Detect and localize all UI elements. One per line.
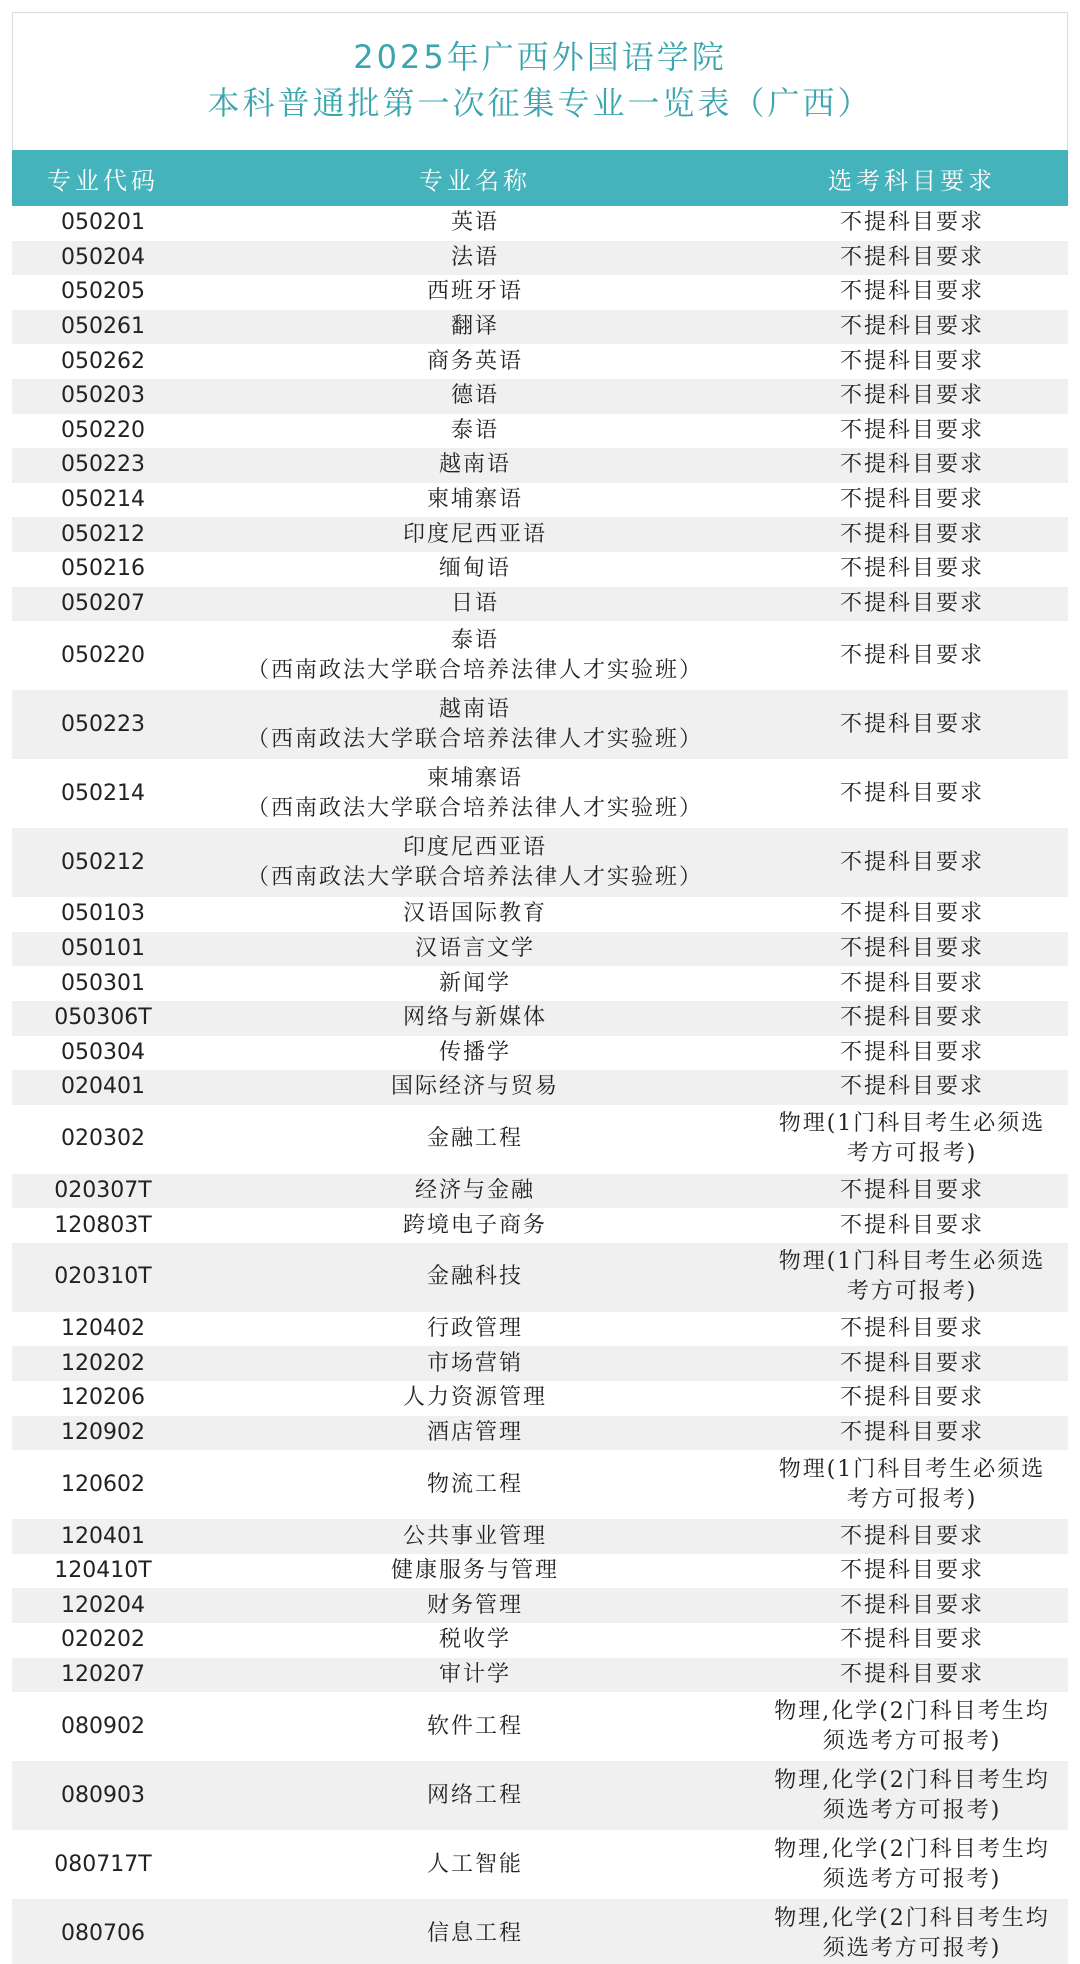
cell-subject-requirement [756, 310, 1068, 345]
cell-major-code: 080902 [61, 1713, 145, 1739]
major-name-note: （西南政法大学联合培养法律人才实验班） [246, 726, 703, 752]
cell-subject-requirement [756, 1588, 1068, 1623]
table-row [12, 1174, 1068, 1209]
cell-subject-requirement [756, 897, 1068, 932]
major-name-note: （西南政法大学联合培养法律人才实验班） [246, 795, 703, 821]
cell-major-code: 050223 [61, 452, 145, 478]
cell-subject-requirement [756, 1312, 1068, 1347]
cell-major-code: 050201 [61, 210, 145, 236]
requirement-text-continued: 须选考方可报考) [822, 1935, 1002, 1961]
major-name: 越南语 [438, 452, 511, 478]
cell-major-code: 050304 [61, 1039, 145, 1065]
requirement-text: 不提科目要求 [839, 936, 984, 962]
major-name: 人力资源管理 [402, 1385, 547, 1411]
cell-major-code: 050214 [61, 487, 145, 513]
majors-table [12, 150, 1068, 1964]
cell-major-code: 050101 [61, 936, 145, 962]
cell-major-name [194, 241, 756, 276]
cell-subject-requirement [756, 621, 1068, 690]
cell-subject-requirement [756, 1381, 1068, 1416]
table-row [12, 275, 1068, 310]
table-row [12, 552, 1068, 587]
cell-subject-requirement [756, 1208, 1068, 1243]
requirement-text: 不提科目要求 [839, 642, 984, 668]
requirement-text: 不提科目要求 [839, 1177, 984, 1203]
major-name: 传播学 [438, 1039, 511, 1065]
cell-subject-requirement [756, 379, 1068, 414]
cell-major-name [194, 1623, 756, 1658]
major-name: 行政管理 [426, 1316, 523, 1342]
requirement-text: 不提科目要求 [839, 383, 984, 409]
cell-major-name [194, 621, 756, 690]
cell-major-code: 080717T [54, 1851, 152, 1877]
table-row [12, 310, 1068, 345]
cell-subject-requirement [756, 414, 1068, 449]
table-row [12, 1381, 1068, 1416]
major-name-note: （西南政法大学联合培养法律人才实验班） [246, 864, 703, 890]
header-name: 专业名称 [419, 166, 531, 195]
requirement-text: 物理,化学(2门科目考生均 [774, 1698, 1050, 1724]
table-row [12, 1036, 1068, 1071]
requirement-text: 不提科目要求 [839, 1316, 984, 1342]
cell-major-code: 120410T [54, 1558, 152, 1584]
cell-major-name [194, 1346, 756, 1381]
cell-major-name [194, 1899, 756, 1964]
cell-major-code: 050103 [61, 901, 145, 927]
cell-major-name [194, 379, 756, 414]
major-name: 人工智能 [426, 1851, 523, 1877]
major-name: 网络与新媒体 [402, 1005, 547, 1031]
cell-major-code: 050306T [54, 1005, 152, 1031]
requirement-text: 不提科目要求 [839, 590, 984, 616]
table-row [12, 1692, 1068, 1761]
cell-major-name [194, 1070, 756, 1105]
major-name: 英语 [450, 210, 499, 236]
cell-subject-requirement [756, 344, 1068, 379]
major-name: 泰语 [450, 627, 499, 653]
cell-major-code: 020302 [61, 1126, 145, 1152]
cell-subject-requirement [756, 1519, 1068, 1554]
table-body [12, 206, 1068, 1964]
requirement-text-continued: 须选考方可报考) [822, 1797, 1002, 1823]
requirement-text: 不提科目要求 [839, 780, 984, 806]
cell-major-code: 120803T [54, 1212, 152, 1238]
cell-major-code: 050204 [61, 244, 145, 270]
major-name: 经济与金融 [414, 1177, 535, 1203]
cell-subject-requirement [756, 1692, 1068, 1761]
cell-major-name [194, 1001, 756, 1036]
major-name: 跨境电子商务 [402, 1212, 547, 1238]
header-requirement: 选考科目要求 [828, 166, 996, 195]
requirement-text: 不提科目要求 [839, 901, 984, 927]
major-name: 柬埔寨语 [426, 765, 523, 791]
cell-major-name [194, 310, 756, 345]
cell-major-code: 050207 [61, 590, 145, 616]
cell-major-code: 020307T [54, 1177, 152, 1203]
table-row [12, 1243, 1068, 1312]
requirement-text: 物理(1门科目考生必须选 [778, 1111, 1046, 1137]
requirement-text: 不提科目要求 [839, 1558, 984, 1584]
cell-subject-requirement [756, 1830, 1068, 1899]
cell-major-code: 120902 [61, 1419, 145, 1445]
requirement-text: 不提科目要求 [839, 210, 984, 236]
cell-subject-requirement [756, 1346, 1068, 1381]
table-row [12, 587, 1068, 622]
cell-major-code: 050223 [61, 711, 145, 737]
major-name: 日语 [450, 590, 499, 616]
major-name: 商务英语 [426, 348, 523, 374]
cell-major-name [194, 1312, 756, 1347]
table-row [12, 1554, 1068, 1589]
cell-major-code: 050214 [61, 780, 145, 806]
table-row [12, 1450, 1068, 1519]
cell-major-code: 080706 [61, 1920, 145, 1946]
table-row [12, 241, 1068, 276]
cell-major-name [194, 1761, 756, 1830]
major-name: 酒店管理 [426, 1419, 523, 1445]
cell-subject-requirement [756, 1105, 1068, 1174]
cell-subject-requirement [756, 517, 1068, 552]
requirement-text: 物理(1门科目考生必须选 [778, 1456, 1046, 1482]
table-row [12, 1312, 1068, 1347]
cell-subject-requirement [756, 1554, 1068, 1589]
table-row [12, 932, 1068, 967]
table-row [12, 448, 1068, 483]
cell-subject-requirement [756, 241, 1068, 276]
major-name: 财务管理 [426, 1592, 523, 1618]
cell-major-code: 080903 [61, 1782, 145, 1808]
cell-major-name [194, 1519, 756, 1554]
requirement-text: 不提科目要求 [839, 1419, 984, 1445]
cell-subject-requirement [756, 1658, 1068, 1693]
cell-major-name [194, 1692, 756, 1761]
cell-subject-requirement [756, 1761, 1068, 1830]
cell-major-code: 120207 [61, 1661, 145, 1687]
cell-subject-requirement [756, 1623, 1068, 1658]
table-row [12, 1001, 1068, 1036]
cell-subject-requirement [756, 206, 1068, 241]
cell-major-name [194, 1658, 756, 1693]
requirement-text: 不提科目要求 [839, 1523, 984, 1549]
table-row [12, 828, 1068, 897]
requirement-text-continued: 考方可报考) [846, 1486, 978, 1512]
table-row [12, 621, 1068, 690]
cell-major-name [194, 1554, 756, 1589]
cell-major-name [194, 587, 756, 622]
major-name: 软件工程 [426, 1713, 523, 1739]
requirement-text: 不提科目要求 [839, 487, 984, 513]
requirement-text: 物理(1门科目考生必须选 [778, 1249, 1046, 1275]
cell-major-code: 050301 [61, 970, 145, 996]
cell-major-code: 050203 [61, 383, 145, 409]
cell-major-code: 120401 [61, 1523, 145, 1549]
requirement-text: 不提科目要求 [839, 1212, 984, 1238]
table-row [12, 1070, 1068, 1105]
major-name: 缅甸语 [438, 556, 511, 582]
table-row [12, 1623, 1068, 1658]
requirement-text: 物理,化学(2门科目考生均 [774, 1905, 1050, 1931]
cell-major-code: 120602 [61, 1471, 145, 1497]
cell-major-name [194, 206, 756, 241]
cell-major-name [194, 828, 756, 897]
table-row [12, 206, 1068, 241]
cell-major-code: 050212 [61, 849, 145, 875]
major-name: 翻译 [450, 314, 499, 340]
requirement-text: 不提科目要求 [839, 244, 984, 270]
title-line-2: 本科普通批第一次征集专业一览表（广西） [207, 84, 873, 122]
table-row [12, 690, 1068, 759]
cell-major-name [194, 1174, 756, 1209]
requirement-text: 不提科目要求 [839, 1350, 984, 1376]
cell-major-name [194, 1381, 756, 1416]
table-row [12, 344, 1068, 379]
requirement-text-continued: 考方可报考) [846, 1141, 978, 1167]
requirement-text: 不提科目要求 [839, 1627, 984, 1653]
major-name: 健康服务与管理 [390, 1558, 559, 1584]
major-name: 审计学 [438, 1661, 511, 1687]
major-name: 印度尼西亚语 [402, 521, 547, 547]
requirement-text: 不提科目要求 [839, 711, 984, 737]
cell-subject-requirement [756, 1070, 1068, 1105]
header-code: 专业代码 [47, 166, 159, 195]
major-name: 网络工程 [426, 1782, 523, 1808]
table-row [12, 1830, 1068, 1899]
table-row [12, 1208, 1068, 1243]
requirement-text-continued: 须选考方可报考) [822, 1728, 1002, 1754]
cell-major-code: 120402 [61, 1316, 145, 1342]
cell-major-name [194, 275, 756, 310]
requirement-text-continued: 须选考方可报考) [822, 1866, 1002, 1892]
cell-major-name [194, 414, 756, 449]
cell-subject-requirement [756, 1036, 1068, 1071]
cell-major-name [194, 1416, 756, 1451]
cell-subject-requirement [756, 1899, 1068, 1964]
cell-major-name [194, 1243, 756, 1312]
cell-subject-requirement [756, 932, 1068, 967]
requirement-text: 不提科目要求 [839, 970, 984, 996]
cell-major-name [194, 1450, 756, 1519]
cell-subject-requirement [756, 828, 1068, 897]
major-name: 税收学 [438, 1627, 511, 1653]
cell-major-code: 120202 [61, 1350, 145, 1376]
requirement-text: 不提科目要求 [839, 1661, 984, 1687]
cell-major-name [194, 966, 756, 1001]
cell-subject-requirement [756, 1450, 1068, 1519]
cell-major-name [194, 932, 756, 967]
cell-major-code: 050216 [61, 556, 145, 582]
table-row [12, 966, 1068, 1001]
requirement-text: 不提科目要求 [839, 1039, 984, 1065]
requirement-text: 不提科目要求 [839, 1592, 984, 1618]
requirement-text: 不提科目要求 [839, 1074, 984, 1100]
title-block [12, 12, 1068, 150]
table-row [12, 1658, 1068, 1693]
major-name: 信息工程 [426, 1920, 523, 1946]
cell-subject-requirement [756, 1001, 1068, 1036]
cell-major-name [194, 1208, 756, 1243]
cell-major-code: 050205 [61, 279, 145, 305]
cell-major-code: 020401 [61, 1074, 145, 1100]
cell-major-name [194, 1588, 756, 1623]
requirement-text-continued: 考方可报考) [846, 1279, 978, 1305]
cell-subject-requirement [756, 587, 1068, 622]
requirement-text: 不提科目要求 [839, 521, 984, 547]
table-row [12, 517, 1068, 552]
requirement-text: 不提科目要求 [839, 314, 984, 340]
requirement-text: 不提科目要求 [839, 452, 984, 478]
requirement-text: 不提科目要求 [839, 849, 984, 875]
cell-subject-requirement [756, 483, 1068, 518]
cell-subject-requirement [756, 1243, 1068, 1312]
cell-major-name [194, 759, 756, 828]
major-name: 汉语言文学 [414, 936, 535, 962]
major-name: 德语 [450, 383, 499, 409]
cell-subject-requirement [756, 966, 1068, 1001]
major-name: 新闻学 [438, 970, 511, 996]
cell-subject-requirement [756, 552, 1068, 587]
cell-major-name [194, 897, 756, 932]
cell-major-code: 120204 [61, 1592, 145, 1618]
cell-subject-requirement [756, 1416, 1068, 1451]
cell-major-code: 050212 [61, 521, 145, 547]
table-header-row [12, 150, 1068, 206]
cell-major-name [194, 552, 756, 587]
cell-major-code: 120206 [61, 1385, 145, 1411]
table-row [12, 414, 1068, 449]
major-name: 越南语 [438, 696, 511, 722]
requirement-text: 不提科目要求 [839, 417, 984, 443]
major-name-note: （西南政法大学联合培养法律人才实验班） [246, 657, 703, 683]
cell-major-name [194, 483, 756, 518]
major-name: 市场营销 [426, 1350, 523, 1376]
major-name: 泰语 [450, 417, 499, 443]
major-name: 柬埔寨语 [426, 487, 523, 513]
table-row [12, 1519, 1068, 1554]
requirement-text: 不提科目要求 [839, 279, 984, 305]
cell-major-name [194, 690, 756, 759]
table-row [12, 759, 1068, 828]
cell-subject-requirement [756, 690, 1068, 759]
cell-major-name [194, 1830, 756, 1899]
major-name: 法语 [450, 244, 499, 270]
major-name: 金融科技 [426, 1264, 523, 1290]
major-name: 西班牙语 [426, 279, 523, 305]
table-row [12, 1588, 1068, 1623]
cell-major-name [194, 1036, 756, 1071]
cell-major-name [194, 448, 756, 483]
major-name: 国际经济与贸易 [390, 1074, 559, 1100]
major-name: 金融工程 [426, 1126, 523, 1152]
major-name: 印度尼西亚语 [402, 834, 547, 860]
cell-major-name [194, 517, 756, 552]
cell-subject-requirement [756, 448, 1068, 483]
major-name: 物流工程 [426, 1471, 523, 1497]
cell-major-code: 020310T [54, 1264, 152, 1290]
cell-major-code: 050261 [61, 314, 145, 340]
requirement-text: 不提科目要求 [839, 1005, 984, 1031]
table-row [12, 1761, 1068, 1830]
requirement-text: 不提科目要求 [839, 556, 984, 582]
table-row [12, 483, 1068, 518]
cell-subject-requirement [756, 1174, 1068, 1209]
cell-major-name [194, 344, 756, 379]
requirement-text: 物理,化学(2门科目考生均 [774, 1767, 1050, 1793]
table-row [12, 1416, 1068, 1451]
table-row [12, 897, 1068, 932]
cell-major-code: 050220 [61, 642, 145, 668]
cell-major-code: 020202 [61, 1627, 145, 1653]
cell-major-name [194, 1105, 756, 1174]
requirement-text: 物理,化学(2门科目考生均 [774, 1836, 1050, 1862]
major-name: 公共事业管理 [402, 1523, 547, 1549]
table-row [12, 1105, 1068, 1174]
table-row [12, 379, 1068, 414]
cell-subject-requirement [756, 275, 1068, 310]
major-name: 汉语国际教育 [402, 901, 547, 927]
requirement-text: 不提科目要求 [839, 1385, 984, 1411]
title-line-1: 2025年广西外国语学院 [353, 38, 727, 76]
cell-major-code: 050262 [61, 348, 145, 374]
cell-subject-requirement [756, 759, 1068, 828]
table-row [12, 1899, 1068, 1964]
requirement-text: 不提科目要求 [839, 348, 984, 374]
cell-major-code: 050220 [61, 417, 145, 443]
table-row [12, 1346, 1068, 1381]
